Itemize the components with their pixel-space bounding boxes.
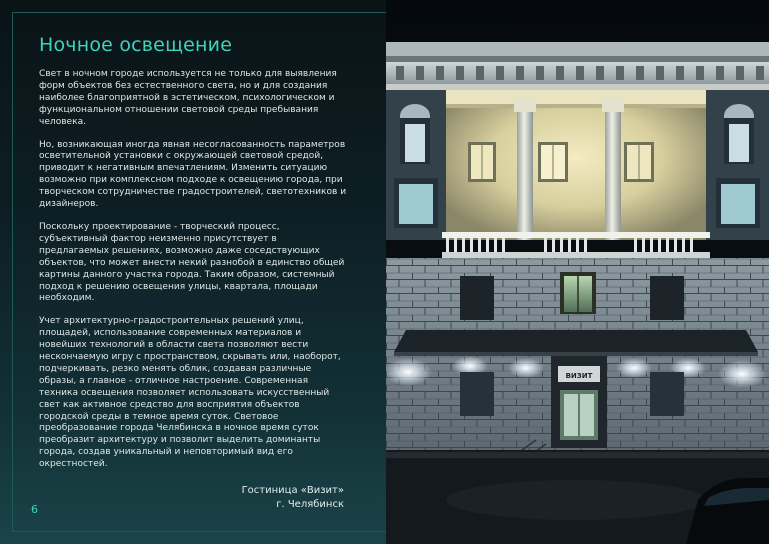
paragraph-3: Поскольку проектирование - творческий процесс, субъективный фактор неизменно присутствует в предлагаемых решениях, возможно даже соседствующих объектов, что может внести некий разнобой в единство общей картины данного участка города. Таким образом, системный подход к решению освещения улицы, квартала, площади необходим. [39, 221, 345, 304]
paragraph-4: Учет архитектурно-градостроительных решений улиц, площадей, использование современных материалов и новейших технологий в области света позволяют вести нескончаемую игру с пространством, скрывать или, наоборот, подчеркивать, резко менять облик, создавая различные образы, а главное - отличное настроение. Современная техника освещения позволяет использовать искусственный свет как активное средство для восприятия объектов городской среды в темное время суток. Световое преобразование города Челябинска в ночное время суток преобразит архитектуру и позволит выделить доминанты города, создав уникальный и неповторимый вид его окрестностей. [39, 316, 341, 470]
page-title: Ночное освещение [39, 34, 233, 56]
caption-hotel-name: Гостиница «Визит» [241, 485, 344, 496]
page-number: 6 [31, 503, 38, 516]
photo-caption [242, 484, 344, 512]
photo-page [386, 0, 769, 544]
hotel-night-photo [386, 0, 769, 544]
entrance-sign: ВИЗИТ [565, 372, 593, 380]
caption-city: г. Челябинск [276, 499, 344, 510]
paragraph-2: Но, возникающая иногда явная несогласованность параметров осветительной установки с окружающей световой средой, приводит к негативным впечатлениям. Изменить ситуацию возможно при комплексном подходе к освещению города, при творческом сотрудничестве градостроителей, светотехников и дизайнеров. [39, 139, 347, 210]
paragraph-1: Свет в ночном городе используется не только для выявления форм объектов без естественного света, но и для создания наиболее благоприятной в эстетическом, психологическом и функциональном отношении световой среды пребывания человека. [39, 69, 337, 127]
body-text [39, 69, 349, 482]
